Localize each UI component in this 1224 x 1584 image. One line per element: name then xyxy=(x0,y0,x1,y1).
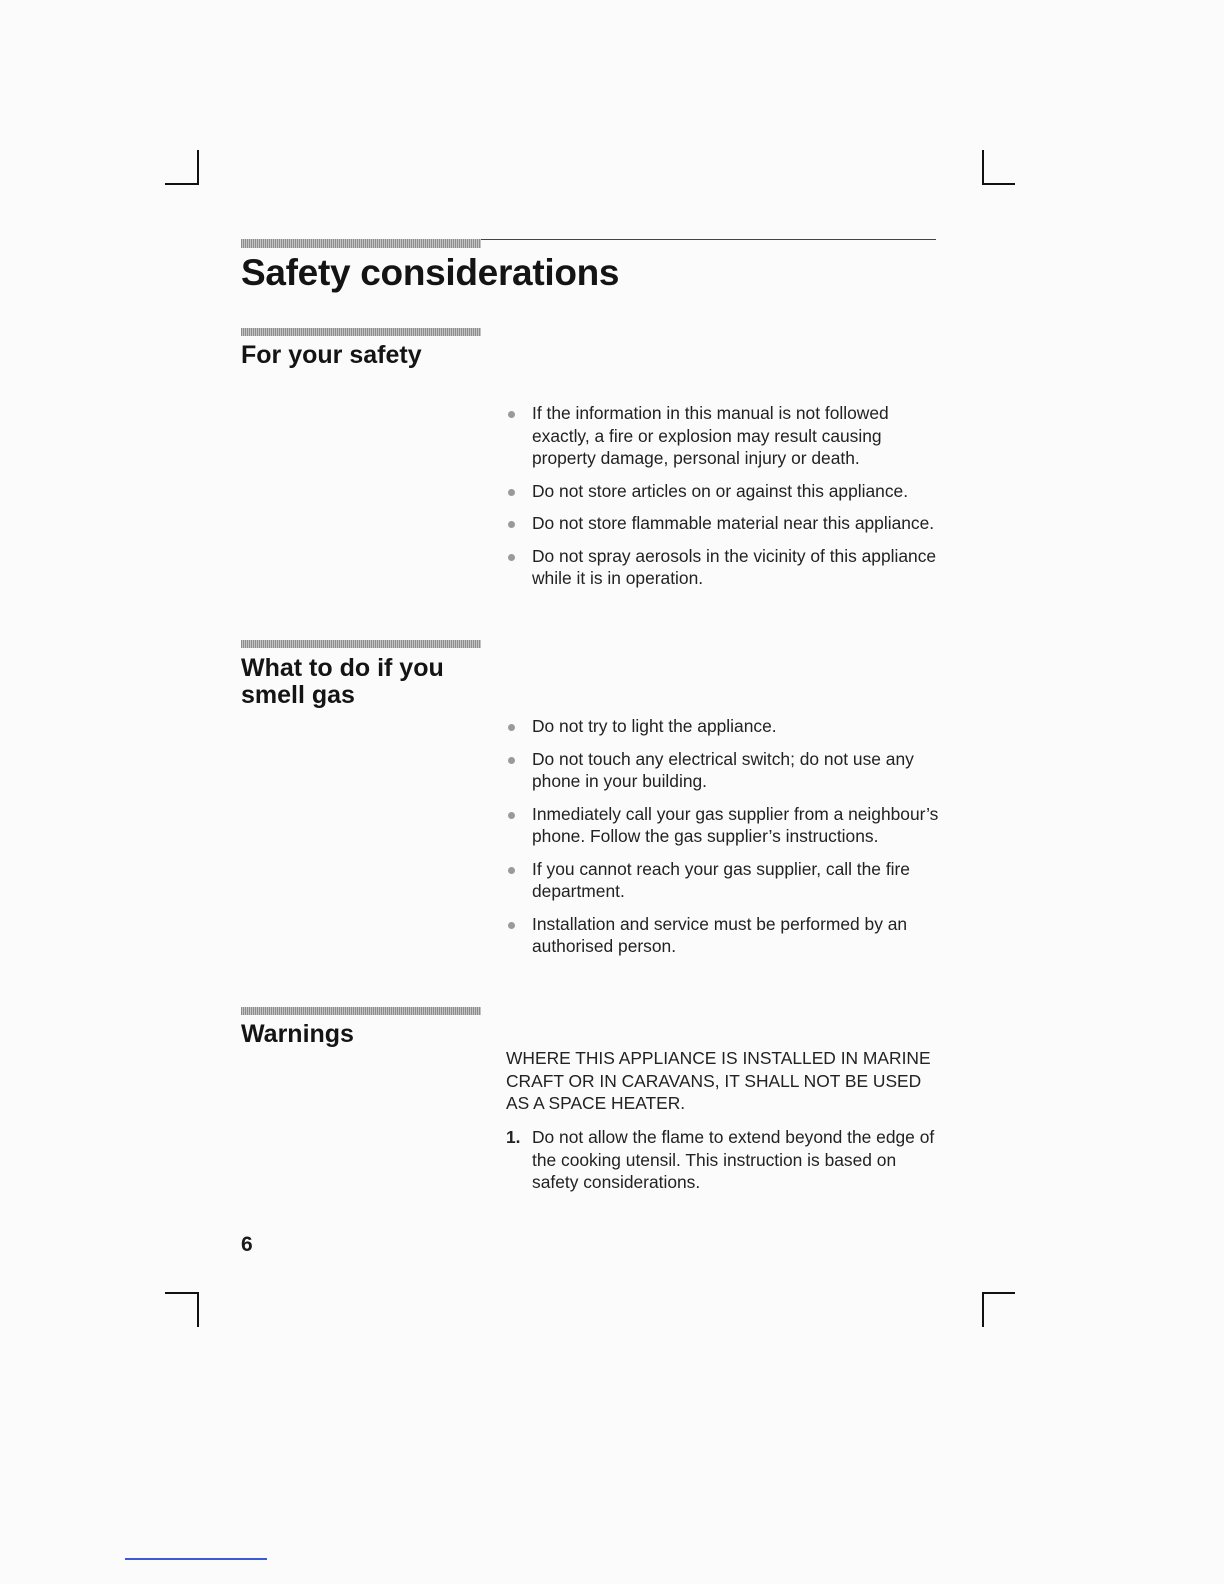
list-item: Do not try to light the appliance. xyxy=(506,715,946,738)
gas-list xyxy=(506,715,946,968)
item-number: 1. xyxy=(506,1127,521,1147)
bullet-icon xyxy=(508,521,515,528)
bullet-icon xyxy=(508,489,515,496)
section-heading-smell-gas: What to do if you smell gas xyxy=(241,654,444,709)
bullet-icon xyxy=(508,812,515,819)
list-item: If the information in this manual is not followed exactly, a fire or explosion may result causing property damage, personal injury or death. xyxy=(506,402,946,470)
bullet-icon xyxy=(508,411,515,418)
warnings-list xyxy=(506,1126,946,1204)
list-item: Do not spray aerosols in the vicinity of this appliance while it is in operation. xyxy=(506,545,946,590)
section-heading-for-your-safety: For your safety xyxy=(241,341,422,369)
crop-mark-top-right xyxy=(982,183,1015,185)
page-title: Safety considerations xyxy=(241,252,620,293)
bullet-icon xyxy=(508,867,515,874)
marine-warning-text: WHERE THIS APPLIANCE IS INSTALLED IN MARINE CRAFT OR IN CARAVANS, IT SHALL NOT BE USED AS A SPACE HEATER. xyxy=(506,1048,931,1113)
safety-list xyxy=(506,402,946,600)
page-number: 6 xyxy=(241,1233,253,1256)
crop-mark-top-left-v xyxy=(197,150,199,185)
crop-mark-bottom-left-v xyxy=(197,1292,199,1327)
title-rule xyxy=(481,239,936,240)
crop-mark-bottom-right xyxy=(982,1292,1015,1294)
bottom-accent-line xyxy=(125,1558,267,1560)
list-item: Inmediately call your gas supplier from a neighbour’s phone. Follow the gas supplier’s instructions. xyxy=(506,803,946,848)
crop-mark-bottom-left xyxy=(165,1292,198,1294)
section-hatch-bar xyxy=(241,328,481,336)
bullet-icon xyxy=(508,724,515,731)
list-item: Installation and service must be performed by an authorised person. xyxy=(506,913,946,958)
crop-mark-top-right-v xyxy=(982,150,984,185)
section-hatch-bar xyxy=(241,1007,481,1015)
section-hatch-bar xyxy=(241,640,481,648)
section-heading-warnings: Warnings xyxy=(241,1020,354,1048)
list-item: Do not store flammable material near this appliance. xyxy=(506,512,946,535)
list-item: Do not store articles on or against this appliance. xyxy=(506,480,946,503)
bullet-icon xyxy=(508,922,515,929)
crop-mark-bottom-right-v xyxy=(982,1292,984,1327)
list-item: Do not touch any electrical switch; do not use any phone in your building. xyxy=(506,748,946,793)
list-item: If you cannot reach your gas supplier, call the fire department. xyxy=(506,858,946,903)
bullet-icon xyxy=(508,554,515,561)
crop-mark-top-left xyxy=(165,183,198,185)
bullet-icon xyxy=(508,757,515,764)
numbered-item: 1. Do not allow the flame to extend beyond the edge of the cooking utensil. This instruction is based on safety considerations. xyxy=(506,1127,935,1192)
title-hatch-bar xyxy=(241,239,481,248)
